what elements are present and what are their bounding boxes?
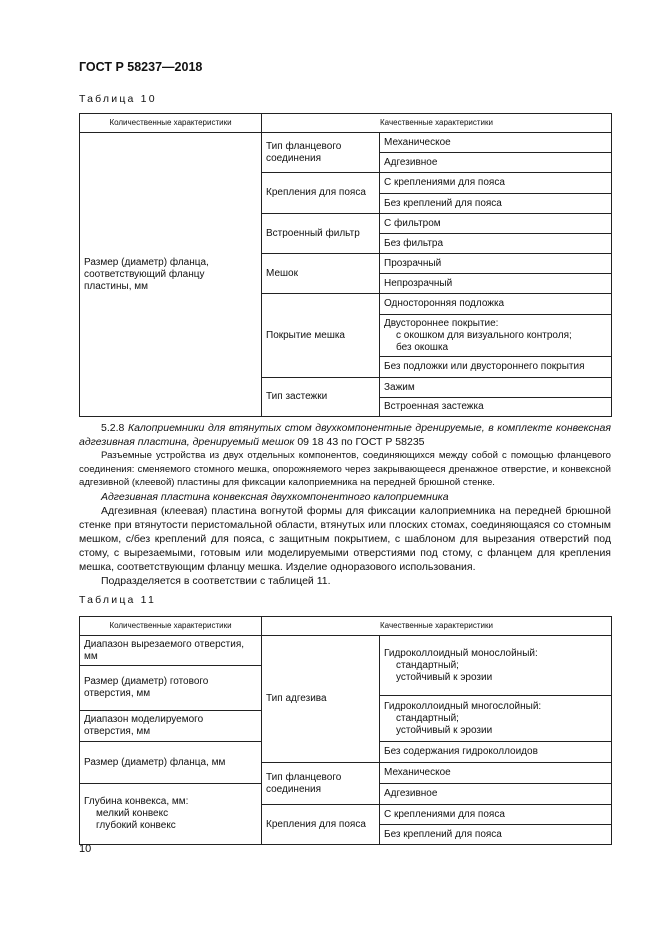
- section-heading: 5.2.8 Калоприемники для втянутых стом двухкомпонентные дренируемые, в комплекте конвексная адгезивная пластина, дренируемый мешок 09 18 43 по ГОСТ Р 58235: [79, 422, 612, 448]
- table10-value: Односторонняя подложка: [380, 294, 612, 315]
- table11-caption: Таблица 11: [79, 594, 156, 606]
- table10-caption: Таблица 10: [79, 93, 157, 105]
- table10-value: С фильтром: [380, 214, 612, 234]
- table10-value: Без фильтра: [380, 234, 612, 254]
- table10-value: Прозрачный: [380, 254, 612, 274]
- page-number: 10: [79, 843, 92, 855]
- paragraph: Адгезивная (клеевая) пластина вогнутой формы для фиксации калоприемника на передней брюшной стенке при втянутости перистомальной области, втянутых или плоских стомах, соединяющаяся со стомным мешком, с/без креплений для пояса, с защитным покрытием, с шаблоном для вырезания отверстий под стому, с вырезаемыми, готовым или моделируемыми отверстиями под стому, с фланцем для крепления мешка, соответствующим фланцу мешка. Изделие одноразового использования.: [79, 504, 611, 573]
- table10-col-quant: Количественные характеристики: [80, 114, 262, 133]
- paragraph: Подразделяется в соответствии с таблицей 11.: [101, 574, 331, 587]
- table10-value: Адгезивное: [380, 153, 612, 173]
- table11-value: Без креплений для пояса: [380, 825, 612, 845]
- table10: [79, 113, 612, 417]
- table10-value: Непрозрачный: [380, 274, 612, 294]
- table11-quant-cell: Диапазон моделируемого отверстия, мм: [80, 711, 262, 742]
- table10-quant-cell: Размер (диаметр) фланца, соответствующий фланцу пластины, мм: [80, 133, 262, 417]
- table11: [79, 616, 612, 845]
- table11-value-multiline: Гидроколлоидный монослойный: стандартный; устойчивый к эрозии: [380, 636, 612, 696]
- table11-quant-cell: Диапазон вырезаемого отверстия, мм: [80, 636, 262, 666]
- table10-value: Без креплений для пояса: [380, 194, 612, 214]
- table11-belt-label: Крепления для пояса: [262, 805, 380, 845]
- table10-value: С креплениями для пояса: [380, 173, 612, 194]
- standard-header: ГОСТ Р 58237—2018: [79, 60, 203, 74]
- table11-value: Механическое: [380, 763, 612, 784]
- table10-value: Без подложки или двустороннего покрытия: [380, 357, 612, 378]
- table11-adhesive-label: Тип адгезива: [262, 636, 380, 763]
- table11-value: Адгезивное: [380, 784, 612, 805]
- table11-col-qual: Качественные характеристики: [262, 617, 612, 636]
- table11-value: С креплениями для пояса: [380, 805, 612, 825]
- section-text: [79, 421, 611, 588]
- table11-col-quant: Количественные характеристики: [80, 617, 262, 636]
- table11-quant-cell: Размер (диаметр) фланца, мм: [80, 742, 262, 784]
- table10-group-label: Мешок: [262, 254, 380, 294]
- paragraph-subtitle: Адгезивная пластина конвексная двухкомпонентного калоприемника: [101, 490, 449, 503]
- table10-group-label: Крепления для пояса: [262, 173, 380, 214]
- table10-value: Встроенная застежка: [380, 398, 612, 417]
- table11-quant-cell: Глубина конвекса, мм: мелкий конвекс глубокий конвекс: [80, 784, 262, 845]
- table10-group-label: Встроенный фильтр: [262, 214, 380, 254]
- table11-value: Без содержания гидроколлоидов: [380, 742, 612, 763]
- table10-group-label: Тип застежки: [262, 378, 380, 417]
- table11-flange-label: Тип фланцевого соединения: [262, 763, 380, 805]
- table10-col-qual: Качественные характеристики: [262, 114, 612, 133]
- table10-value: Зажим: [380, 378, 612, 398]
- table10-group-label: Покрытие мешка: [262, 294, 380, 378]
- table10-value-multiline: Двустороннее покрытие: с окошком для визуального контроля; без окошка: [380, 315, 612, 357]
- table11-quant-cell: Размер (диаметр) готового отверстия, мм: [80, 666, 262, 711]
- paragraph: Разъемные устройства из двух отдельных компонентов, соединяющихся между собой с помощью фланцевого соединения: сменяемого стомного мешка, опорожняемого через закрывающееся дренажное отверстие, и конвексной адгезивной (клеевой) пластины для фиксации калоприемника на передней брюшной стенке.: [79, 450, 611, 488]
- table11-value-multiline: Гидроколлоидный многослойный: стандартный; устойчивый к эрозии: [380, 696, 612, 742]
- table10-value: Механическое: [380, 133, 612, 153]
- table10-group-label: Тип фланцевого соединения: [262, 133, 380, 173]
